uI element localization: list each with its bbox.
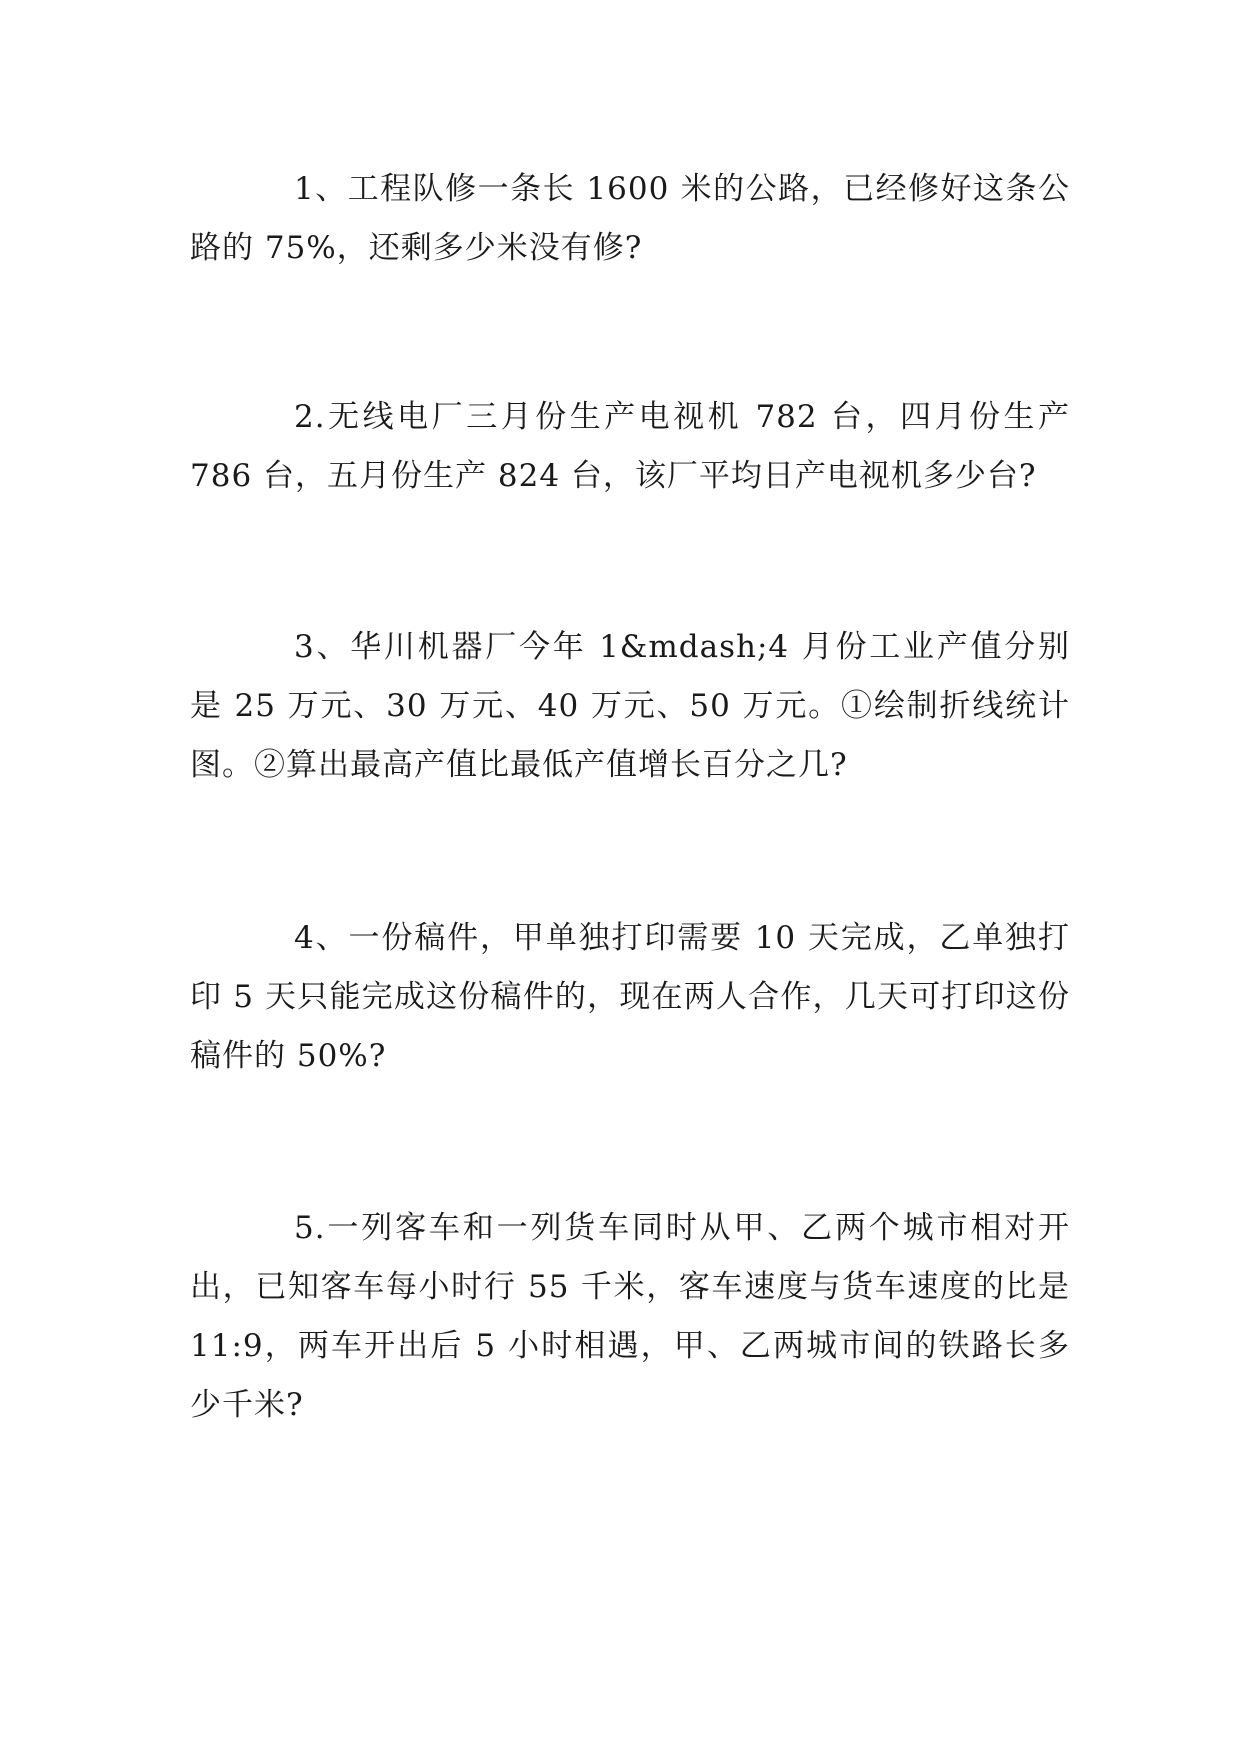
problem-3: 3、华川机器厂今年 1&mdash;4 月份工业产值分别是 25 万元、30 万元、40 万元、50 万元。①绘制折线统计图。②算出最高产值比最低产值增长百分之几? [190,629,1070,783]
problem-5: 5.一列客车和一列货车同时从甲、乙两个城市相对开出，已知客车每小时行 55 千米，客车速度与货车速度的比是 11:9，两车开出后 5 小时相遇，甲、乙两城市间的铁路长多少千米? [190,1210,1070,1423]
problem-2: 2.无线电厂三月份生产电视机 782 台，四月份生产 786 台，五月份生产 824 台，该厂平均日产电视机多少台? [190,399,1070,494]
problem-1: 1、工程队修一条长 1600 米的公路，已经修好这条公路的 75%，还剩多少米没有修? [190,171,1070,266]
problem-4: 4、一份稿件，甲单独打印需要 10 天完成，乙单独打印 5 天只能完成这份稿件的，现在两人合作，几天可打印这份稿件的 50%? [190,920,1070,1074]
